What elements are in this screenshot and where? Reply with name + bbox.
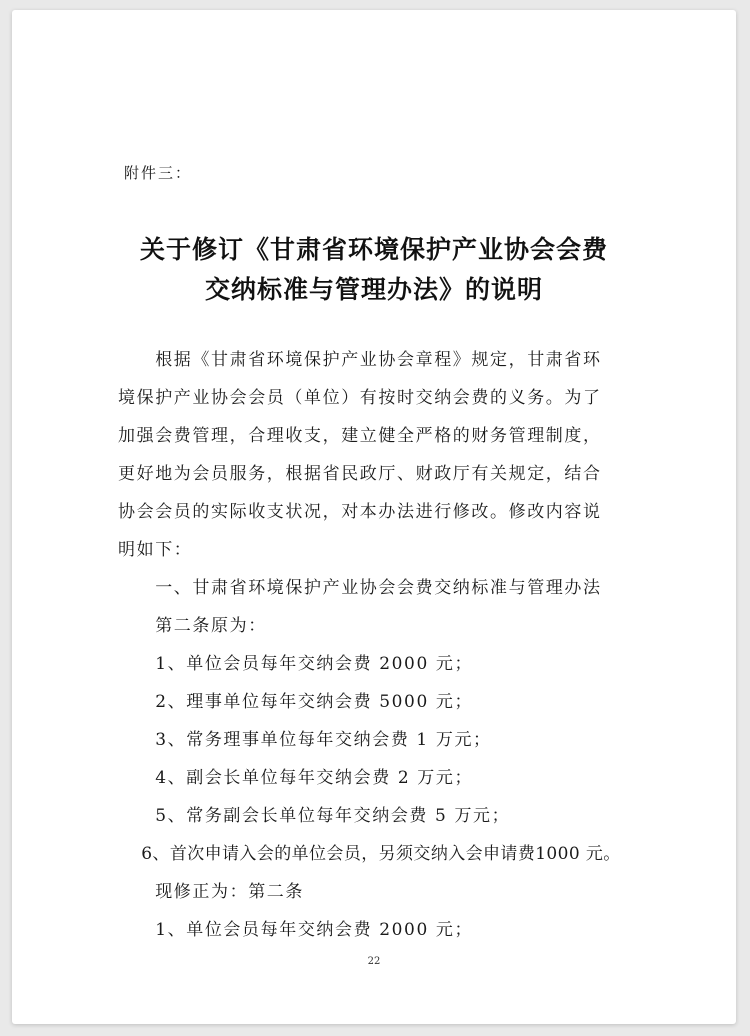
document-title-line-1: 关于修订《甘肃省环境保护产业协会会费 xyxy=(139,235,608,264)
fee-item-line: 2、理事单位每年交纳会费 5000 元； xyxy=(118,692,474,712)
fee-item-line: 6、首次申请入会的单位会员，另须交纳入会申请费1000 元。 xyxy=(118,844,621,864)
fee-item-line: 3、常务理事单位每年交纳会费 1 万元； xyxy=(118,730,492,750)
paragraph-line: 加强会费管理，合理收支，建立健全严格的财务管理制度， xyxy=(118,426,602,446)
paragraph-line: 明如下： xyxy=(118,540,193,560)
clause-heading-line: 现修正为：第二条 xyxy=(118,882,304,902)
paragraph-line: 根据《甘肃省环境保护产业协会章程》规定，甘肃省环 xyxy=(118,350,602,370)
paragraph-line: 境保护产业协会会员（单位）有按时交纳会费的义务。为了 xyxy=(118,388,602,408)
section-heading-line: 一、甘肃省环境保护产业协会会费交纳标准与管理办法 xyxy=(118,578,602,598)
page-number: 22 xyxy=(367,956,381,967)
fee-item-line: 1、单位会员每年交纳会费 2000 元； xyxy=(118,654,474,674)
attachment-label: 附件三： xyxy=(124,164,193,182)
fee-item-line: 4、副会长单位每年交纳会费 2 万元； xyxy=(118,768,474,788)
document-page xyxy=(12,10,736,1024)
clause-heading-line: 第二条原为： xyxy=(118,616,267,636)
paragraph-line: 更好地为会员服务，根据省民政厅、财政厅有关规定，结合 xyxy=(118,464,602,484)
paragraph-line: 协会会员的实际收支状况，对本办法进行修改。修改内容说 xyxy=(118,502,602,522)
fee-item-line: 1、单位会员每年交纳会费 2000 元； xyxy=(118,920,474,940)
fee-item-line: 5、常务副会长单位每年交纳会费 5 万元； xyxy=(118,806,511,826)
document-title-line-2: 交纳标准与管理办法》的说明 xyxy=(204,275,543,304)
